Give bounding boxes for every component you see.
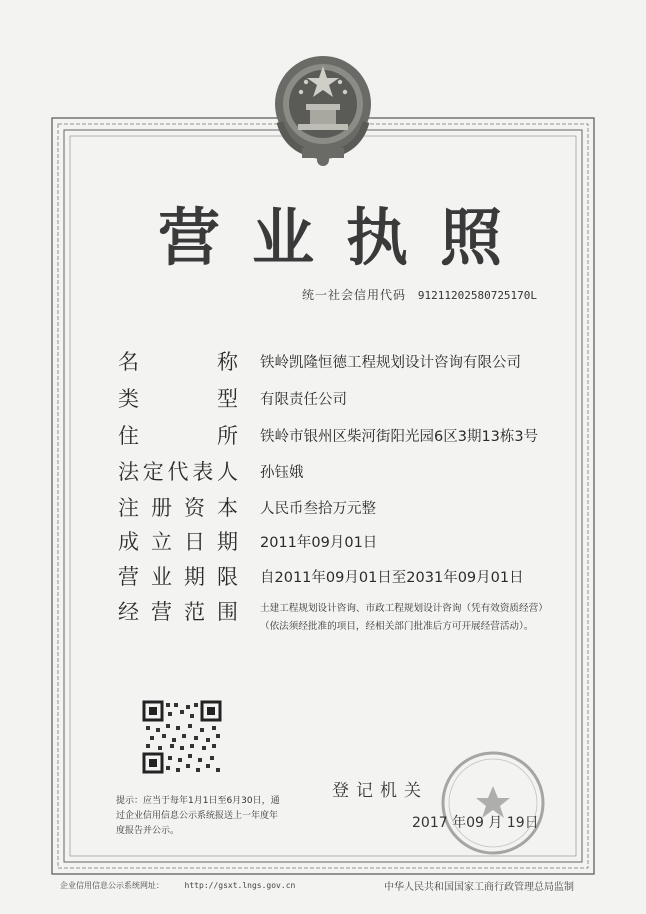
qr-code <box>142 700 222 774</box>
scope-line: （依法须经批准的项目，经相关部门批准后方可开展经营活动）。 <box>260 621 534 632</box>
label-char: 所 <box>217 424 238 448</box>
page-title <box>150 196 510 274</box>
label-char: 成 <box>118 530 139 554</box>
official-seal-icon <box>438 748 548 858</box>
label-char: 类 <box>118 387 139 411</box>
notice-line: 度报告并公示。 <box>116 826 180 836</box>
title-char: 营 <box>157 200 220 274</box>
label-char: 业 <box>151 565 172 589</box>
label-char: 围 <box>217 600 238 624</box>
annual-report-notice <box>116 794 316 839</box>
footer-website <box>60 880 295 891</box>
label-char: 住 <box>118 424 139 448</box>
term-value: 自2011年09月01日至2031年09月01日 <box>260 569 524 586</box>
registration-authority-label: 登记机关 <box>332 781 428 801</box>
footer-website-url: http://gsxt.lngs.gov.cn <box>184 881 296 890</box>
footer-issuer: 中华人民共和国国家工商行政管理总局监制 <box>384 882 574 893</box>
label-char: 人 <box>217 460 238 484</box>
label-char: 型 <box>217 387 238 411</box>
label-char: 名 <box>118 350 139 374</box>
footer-website-label: 企业信用信息公示系统网址： <box>60 881 164 890</box>
label-char: 期 <box>184 565 205 589</box>
credit-code-label: 统一社会信用代码 <box>302 288 407 302</box>
term-label <box>118 562 238 590</box>
name-value: 铁岭凯隆恒德工程规划设计咨询有限公司 <box>260 354 521 371</box>
scope-label <box>118 597 238 625</box>
label-char: 日 <box>184 530 205 554</box>
legal-rep-value: 孙钰娥 <box>260 464 304 481</box>
label-char: 本 <box>217 496 238 520</box>
address-label <box>118 421 238 449</box>
label-char: 表 <box>192 460 214 484</box>
capital-label <box>118 493 238 521</box>
established-value: 2011年09月01日 <box>260 534 378 551</box>
label-char: 范 <box>184 600 205 624</box>
credit-code <box>302 286 537 303</box>
notice-line: 提示：应当于每年1月1日至6月30日，通 <box>116 796 280 806</box>
capital-value: 人民币叁拾万元整 <box>260 500 376 517</box>
name-label <box>118 347 238 375</box>
registration-date: 2017 年09 月 19日 <box>412 815 539 831</box>
label-char: 称 <box>217 350 238 374</box>
credit-code-value: 91211202580725170L <box>417 289 538 302</box>
national-emblem-icon <box>268 52 378 170</box>
legal-rep-label <box>118 457 238 485</box>
title-char: 照 <box>439 200 502 274</box>
label-char: 代 <box>167 460 189 484</box>
type-label <box>118 384 238 412</box>
label-char: 期 <box>217 530 238 554</box>
scope-line: 土建工程规划设计咨询、市政工程规划设计咨询（凭有效资质经营） <box>260 603 548 614</box>
label-char: 注 <box>118 496 139 520</box>
label-char: 营 <box>118 565 139 589</box>
label-char: 经 <box>118 600 139 624</box>
type-value: 有限责任公司 <box>260 391 347 408</box>
notice-line: 过企业信用信息公示系统报送上一年度年 <box>116 811 279 821</box>
address-value: 铁岭市银州区柴河街阳光园6区3期13栋3号 <box>260 428 539 445</box>
label-char: 定 <box>142 460 164 484</box>
scope-value <box>260 600 560 636</box>
label-char: 法 <box>118 460 139 484</box>
label-char: 营 <box>151 600 172 624</box>
label-char: 立 <box>151 530 172 554</box>
label-char: 册 <box>151 496 172 520</box>
title-char: 执 <box>345 200 408 274</box>
title-char: 业 <box>251 200 314 274</box>
label-char: 限 <box>217 565 238 589</box>
label-char: 资 <box>184 496 205 520</box>
established-label <box>118 527 238 555</box>
